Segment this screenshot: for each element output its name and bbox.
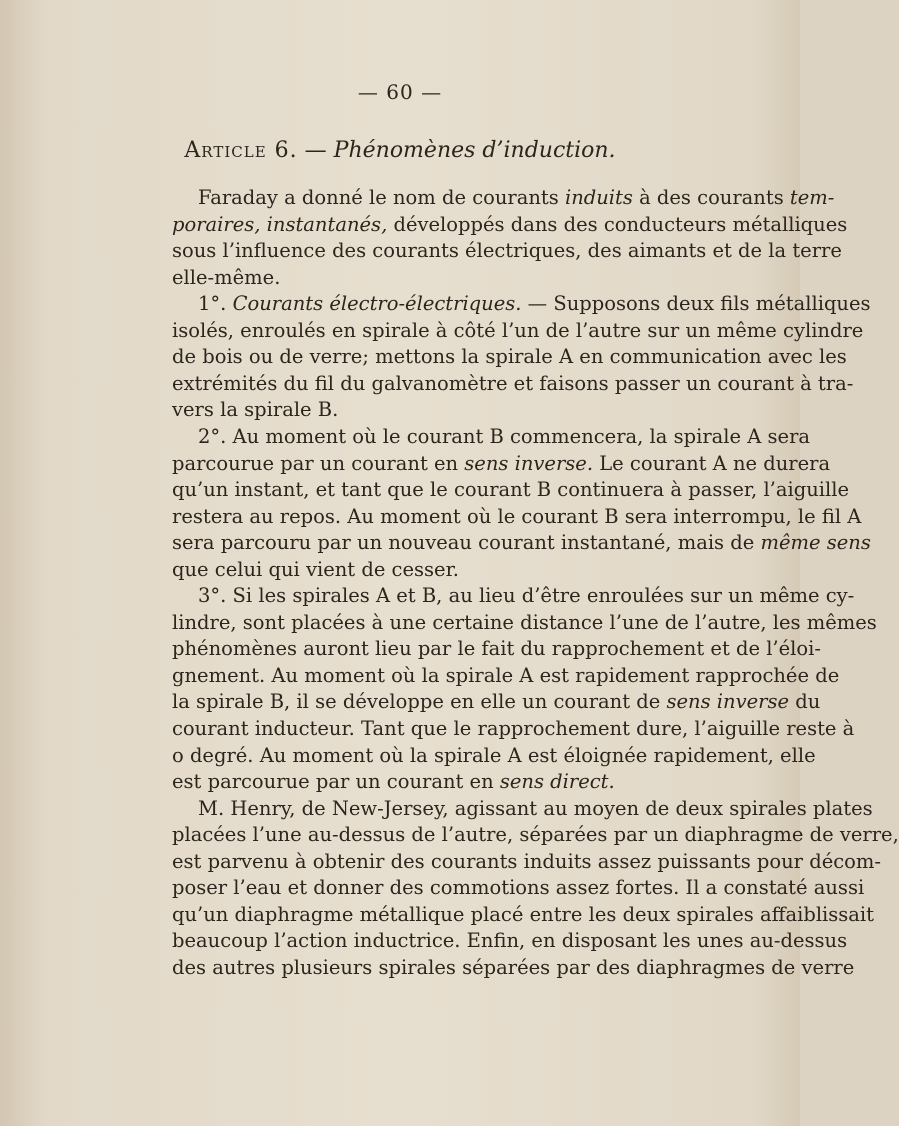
text-line	[172, 371, 854, 397]
text-run: placées l’une au-dessus de l’autre, séparées par un diaphragme de verre,	[172, 823, 899, 847]
text-line	[172, 397, 712, 423]
text-run: vers la spirale B.	[172, 398, 339, 422]
text-run: beaucoup l’action inductrice. Enfin, en disposant les unes au-dessus	[172, 929, 848, 953]
text-run: du	[789, 690, 821, 714]
text-run: sous l’influence des courants électriques, des aimants et de la terre	[172, 239, 842, 263]
text-run: restera au repos. Au moment où le courant B sera interrompu, le fil A	[172, 504, 862, 528]
text-line	[172, 796, 873, 822]
text-line	[172, 716, 855, 742]
text-run: de bois ou de verre; mettons la spirale A en communication avec les	[172, 345, 847, 369]
text-run: M. Henry, de New-Jersey, agissant au moyen de deux spirales plates	[198, 796, 873, 820]
text-line	[172, 557, 712, 583]
text-line	[172, 875, 865, 901]
text-run: — Supposons deux fils métalliques	[521, 292, 871, 316]
text-line	[172, 344, 847, 370]
text-run: que celui qui vient de cesser.	[172, 557, 459, 581]
text-run: elle-même.	[172, 265, 281, 289]
italic-text: induits	[564, 186, 633, 209]
text-line	[172, 530, 871, 556]
text-line	[172, 769, 712, 795]
text-run: gnement. Au moment où la spirale A est rapidement rapprochée de	[172, 663, 840, 687]
text-run: o degré. Au moment où la spirale A est éloignée rapidement, elle	[172, 743, 816, 767]
text-run: 2°. Au moment où le courant B commencera, la spirale A sera	[198, 424, 811, 448]
text-run: poser l’eau et donner des commotions assez fortes. Il a constaté aussi	[172, 876, 865, 900]
heading-dash: —	[304, 138, 327, 163]
text-line	[172, 238, 842, 264]
text-run: est parcourue par un courant en	[172, 770, 500, 794]
text-run: 1°.	[198, 292, 233, 316]
text-run: des autres plusieurs spirales séparées par des diaphragmes de verre	[172, 955, 855, 979]
text-line	[172, 822, 899, 848]
italic-text: sens inverse	[666, 690, 790, 714]
text-run: courant inducteur. Tant que le rapprochement dure, l’aiguille reste à	[172, 717, 855, 740]
text-line	[172, 265, 712, 291]
italic-text: Courants électro-électriques.	[232, 292, 522, 316]
text-line	[172, 663, 840, 689]
italic-text: même sens	[760, 531, 871, 555]
text-line	[172, 451, 831, 477]
text-line	[172, 636, 821, 662]
italic-text: tem-	[789, 186, 835, 209]
page-number: — 60 —	[357, 80, 443, 104]
text-line	[172, 291, 871, 317]
text-line	[172, 185, 835, 211]
article-label: Article 6.	[184, 138, 298, 163]
text-run: Le courant A ne durera	[593, 451, 831, 475]
text-run: parcourue par un courant en	[172, 451, 465, 475]
text-line	[172, 928, 848, 954]
text-run: lindre, sont placées à une certaine distance l’une de l’autre, les mêmes	[172, 610, 877, 634]
text-line	[172, 583, 855, 609]
text-line	[172, 849, 881, 875]
text-run: la spirale B, il se développe en elle un courant de	[172, 690, 667, 714]
text-run: développés dans des conducteurs métalliques	[387, 212, 848, 236]
text-run: qu’un instant, et tant que le courant B continuera à passer, l’aiguille	[172, 478, 850, 502]
text-run: qu’un diaphragme métallique placé entre les deux spirales affaiblissait	[172, 902, 875, 926]
text-run: isolés, enroulés en spirale à côté l’un de l’autre sur un même cylindre	[172, 318, 864, 342]
italic-text: poraires, instantanés,	[172, 212, 388, 236]
text-line	[172, 424, 811, 450]
article-heading	[0, 138, 800, 163]
text-line	[172, 504, 862, 530]
italic-text: sens direct.	[499, 770, 615, 794]
text-run: Faraday a donné le nom de courants	[198, 186, 565, 209]
text-run: extrémités du fil du galvanomètre et faisons passer un courant à tra-	[172, 371, 854, 395]
text-line	[172, 902, 875, 928]
text-line	[172, 743, 816, 769]
text-run: sera parcouru par un nouveau courant instantané, mais de	[172, 531, 761, 555]
text-line	[172, 477, 850, 503]
text-line	[172, 318, 864, 344]
text-run: 3°. Si les spirales A et B, au lieu d’être enroulées sur un même cy-	[198, 584, 855, 608]
text-line	[172, 955, 855, 981]
italic-text: sens inverse.	[464, 451, 594, 475]
text-line	[172, 212, 848, 238]
text-run: phénomènes auront lieu par le fait du rapprochement et de l’éloi-	[172, 637, 821, 661]
text-run: à des courants	[632, 186, 790, 209]
text-run: est parvenu à obtenir des courants induits assez puissants pour décom-	[172, 849, 881, 873]
article-title: Phénomènes d’induction.	[333, 138, 616, 163]
text-line	[172, 610, 877, 636]
text-line	[172, 689, 821, 715]
